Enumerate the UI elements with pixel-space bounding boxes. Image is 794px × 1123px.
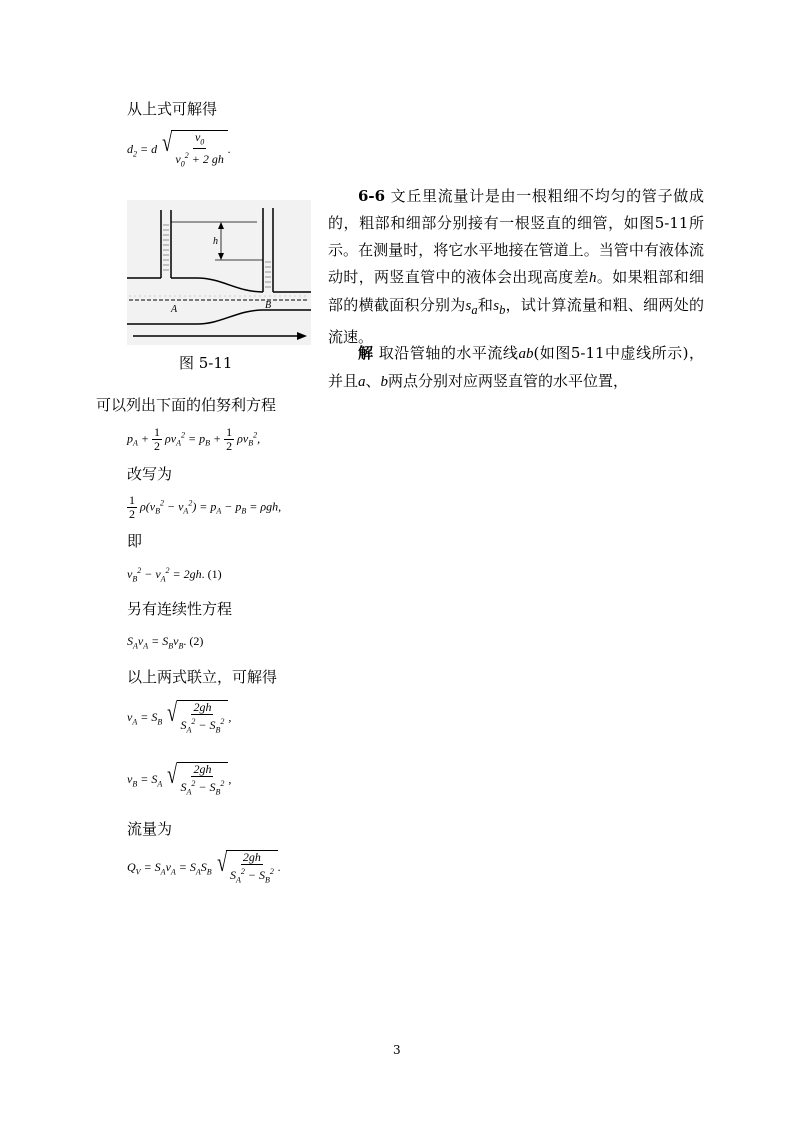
ie-line: 即 [127, 532, 143, 550]
equation-va: $v_A = S_B$ √ $\frac{2gh}{S_A^2 - S_B^2}$ , [127, 698, 232, 735]
label-B: B [265, 300, 272, 311]
continuity-line: 另有连续性方程 [127, 600, 233, 618]
equation-vb: $v_B = S_A$ √ $\frac{2gh}{S_A^2 - S_B^2}$ , [127, 760, 232, 797]
problem-paragraph: 6-6 文丘里流量计是由一根粗细不均匀的管子做成的，粗部和细部分别接有一根竖直的细管，如图5-11所示。在测量时，将它水平地接在管道上。当管中有液体流动时，两竖直管中的液体会出现高度差h。如果粗部和细部的横截面积分别为$s_a$和$s_b$，试计算流量和粗、细两处的流速。 [328, 187, 704, 346]
label-A: A [171, 304, 178, 315]
intro-line: 从上式可解得 [127, 100, 218, 118]
venturi-figure [127, 200, 311, 345]
solution-paragraph: 解 取沿管轴的水平流线ab(如图5-11中虚线所示)，并且a、b两点分别对应两竖直管的水平位置， [328, 344, 704, 390]
equation-2: $S_Av_A = S_Bv_B$. (2) [127, 634, 204, 651]
bernoulli-line: 可以列出下面的伯努利方程 [96, 396, 277, 414]
equation-d2: $d_2 = d$ √ $\frac{v_0}{v_0^2 + 2 gh}$ . [127, 128, 231, 169]
page-number: 3 [393, 1043, 401, 1057]
figure-caption: 图 5-11 [179, 354, 233, 372]
label-h: h [213, 236, 218, 247]
equation-q: $Q_V = S_Av_A = S_AS_B$ √ $\frac{2gh}{S_A^2 - S_B^2}$ . [127, 848, 281, 885]
problem-number: 6-6 [358, 187, 386, 205]
equation-rewrite: $\frac{1}{2}$ $\rho(v_B^2 - v_A^2) = p_A - p_B = \rho gh$, [129, 493, 282, 521]
solution-label: 解 [358, 344, 374, 362]
rewrite-line: 改写为 [127, 465, 173, 483]
combine-line: 以上两式联立，可解得 [127, 668, 278, 686]
equation-bernoulli: $p_A$ + $\frac{1}{2}$ $\rho v_A^2 = p_B$ + $\frac{1}{2}$ $\rho v_B^2$, [127, 425, 261, 453]
equation-1: $v_B^2 - v_A^2 = 2gh$. (1) [127, 566, 222, 584]
flow-line: 流量为 [127, 820, 173, 838]
